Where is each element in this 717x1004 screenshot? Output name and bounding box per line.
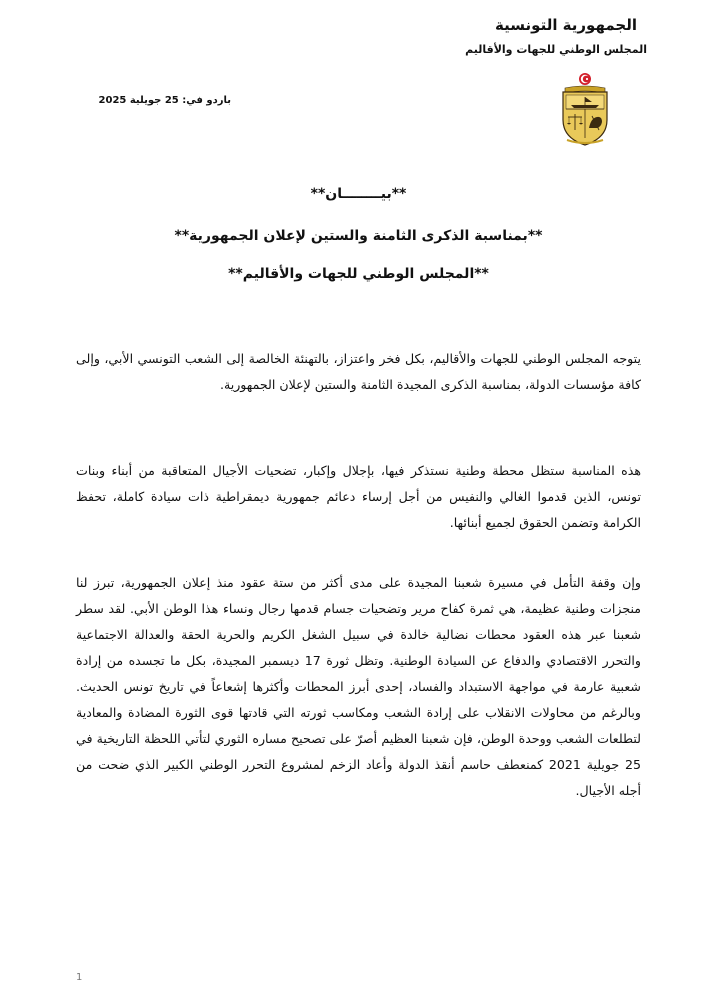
occasion-title: **بمناسبة الذكرى الثامنة والستين لإعلان الجمهورية**	[174, 228, 543, 244]
page-number: 1	[76, 972, 83, 983]
issuer-title: **المجلس الوطني للجهات والأقاليم**	[228, 266, 489, 282]
republic-name: الجمهورية التونسية	[495, 16, 637, 34]
issue-date: باردو في: 25 جويلية 2025	[98, 95, 231, 106]
statement-title: **بيــــــــان**	[310, 186, 407, 202]
council-name-header: المجلس الوطني للجهات والأقاليم	[465, 43, 647, 56]
tunisia-coat-of-arms-icon	[557, 72, 613, 148]
paragraph-history: وإن وقفة التأمل في مسيرة شعبنا المجيدة على مدى أكثر من ستة عقود منذ إعلان الجمهورية، تبرز لنا منجزات وطنية عظيمة، هي ثمرة كفاح مرير وتضحيات جسام قدمها رجال ونساء هذا الوطن الأبي. لقد سطر شعبنا عبر هذه العقود محطات نضالية خالدة في سبيل الشغل الكريم والحرية الحقة والعدالة الاجتماعية والتحرر الاقتصادي والدفاع عن السيادة الوطنية. وتظل ثورة 17 ديسمبر المجيدة، بكل ما تجسده من إرادة شعبية عارمة في مواجهة الاستبداد والفساد، إحدى أبرز المحطات وأكثرها إشعاعاً في تاريخ تونس الحديث. وبالرغم من محاولات الانقلاب على إرادة الشعب ومكاسب ثورته التي قادتها قوى الثورة المضادة والمعادية لتطلعات الشعب ووحدة الوطن، فإن شعبنا العظيم أصرّ على تصحيح مساره الثوري لتأتي اللحظة التاريخية في 25 جويلية 2021 كمنعطف حاسم أنقذ الدولة وأعاد الزخم لمشروع التحرر الوطني الكبير الذي ضحت من أجله الأجيال.	[76, 575, 641, 798]
letterhead	[447, 14, 647, 58]
paragraph-sacrifices: هذه المناسبة ستظل محطة وطنية نستذكر فيها، بإجلال وإكبار، تضحيات الأجيال المتعاقبة من أبناء وبنات تونس، الذين قدموا الغالي والنفيس من أجل إرساء دعائم جمهورية ديمقراطية ذات سيادة كاملة، تحفظ الكرامة وتضمن الحقوق لجميع أبنائها.	[76, 463, 641, 530]
paragraph-congratulations: يتوجه المجلس الوطني للجهات والأقاليم، بكل فخر واعتزاز، بالتهنئة الخالصة إلى الشعب التونسي الأبي، وإلى كافة مؤسسات الدولة، بمناسبة الذكرى المجيدة الثامنة والستين لإعلان الجمهورية.	[76, 351, 641, 392]
